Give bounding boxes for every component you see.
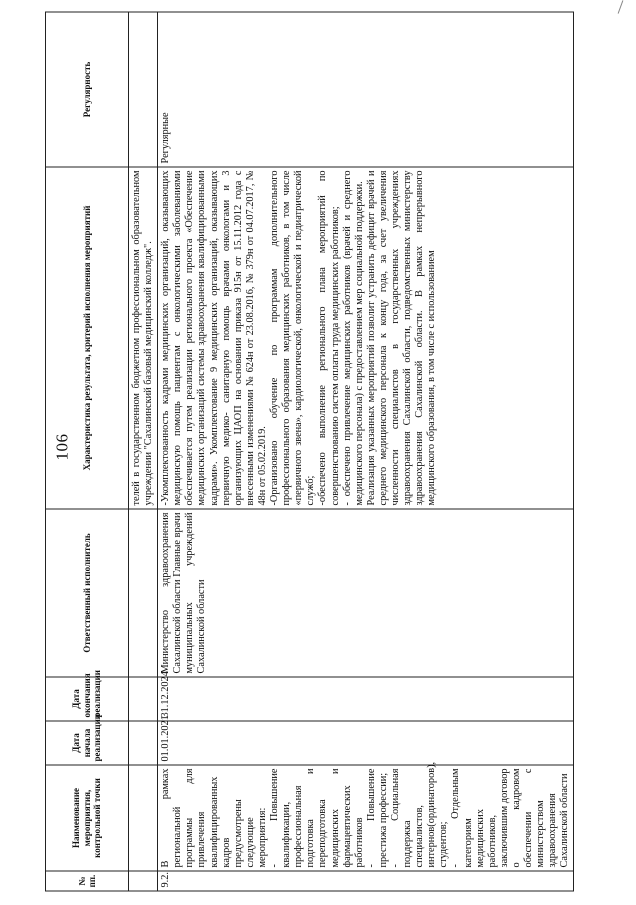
- table-header-row: [46, 12, 129, 891]
- table-row-continued: [129, 12, 158, 891]
- row-num-cell: 9.2.: [158, 871, 574, 891]
- continued-result-cell: телей в государственном бюджетном профессиональном образовательном учреждении "Сахалинский базовый медицинский колледж".: [129, 167, 158, 509]
- header-start: Дата начала реализации: [46, 721, 129, 765]
- page-number: 106: [52, 433, 72, 461]
- header-name: Наименование мероприятия, контрольной точки: [46, 765, 129, 871]
- row-start-cell: 01.01.2021: [158, 721, 574, 765]
- row-result-cell: -Укомплектованность кадрами медицинских организаций, оказывающих медицинскую помощь пациентам с онкологическими заболеваниями обеспечивается путем реализации регионального проекта «Обеспечение медицинских организаций системы здравоохранения квалифицированными кадрами». Укомплектование 9 медицинских организаций, оказывающих первичную медико- санитарную помощь врачами онкологами и 3 организующих ЦАОП на основании приказа 915н от 15.11.2012 года с внесенными изменениями № 624н от 23.08.2016, № 379н от 04.07.2017, № 48н от 05.02.2019. -Организовано обучение по программам дополнительного профессионального образования медицинских работников, в том числе «первичного звена», кардиологической, онкологической и педиатрической служб; -обеспечено выполнение регионального плана мероприятий по совершенствованию систем оплаты труда медицинских работников; - обеспечено привлечение медицинских работников (врачей и среднего медицинского персонала) с предоставлением мер социальной поддержки. Реализация указанных мероприятий позволит устранить дефицит врачей и среднего медицинского персонала к концу года, за счет увеличения численности специалистов в государственных учреждениях здравоохранения Сахалинской области, подведомственных министерству здравоохранения Сахалинской области. В рамках непрерывного медицинского образования, в том числе с использованием: [158, 167, 574, 509]
- header-num: № пп.: [46, 871, 129, 891]
- row-regularity-cell: Регулярные: [158, 12, 574, 167]
- rotated-table-container: [45, 13, 591, 892]
- scan-edge-mark: [618, 0, 624, 13]
- row-end-cell: 31.12.2024: [158, 677, 574, 721]
- header-end: Дата окончания реализации: [46, 677, 129, 721]
- row-name-cell: В рамках региональной программы для привлечения квалифицированных кадров предусмотрены следующие мероприятия: - Повышение квалификации, профессиональная подготовка и переподготовка медицинских и фармацевтических работников - Повышение престижа профессии; - Социальная поддержка специалистов, интернов(ординаторов), студентов; - Отдельным категориям медицинских работников, заключившим договор о кадровом обеспечении с министерством здравоохранения Сахалинской области: [158, 765, 574, 871]
- table-row-9-2: [158, 12, 574, 891]
- measures-table: [45, 12, 574, 892]
- header-regularity: Регулярность: [46, 12, 129, 167]
- row-executor-cell: Министерство здравоохранения Сахалинской области Главные врачи муниципальных учреждений Сахалинской области: [158, 509, 574, 677]
- header-executor: Ответственный исполнитель: [46, 509, 129, 677]
- header-result: Характеристика результата, критерий исполнения мероприятий: [46, 167, 129, 509]
